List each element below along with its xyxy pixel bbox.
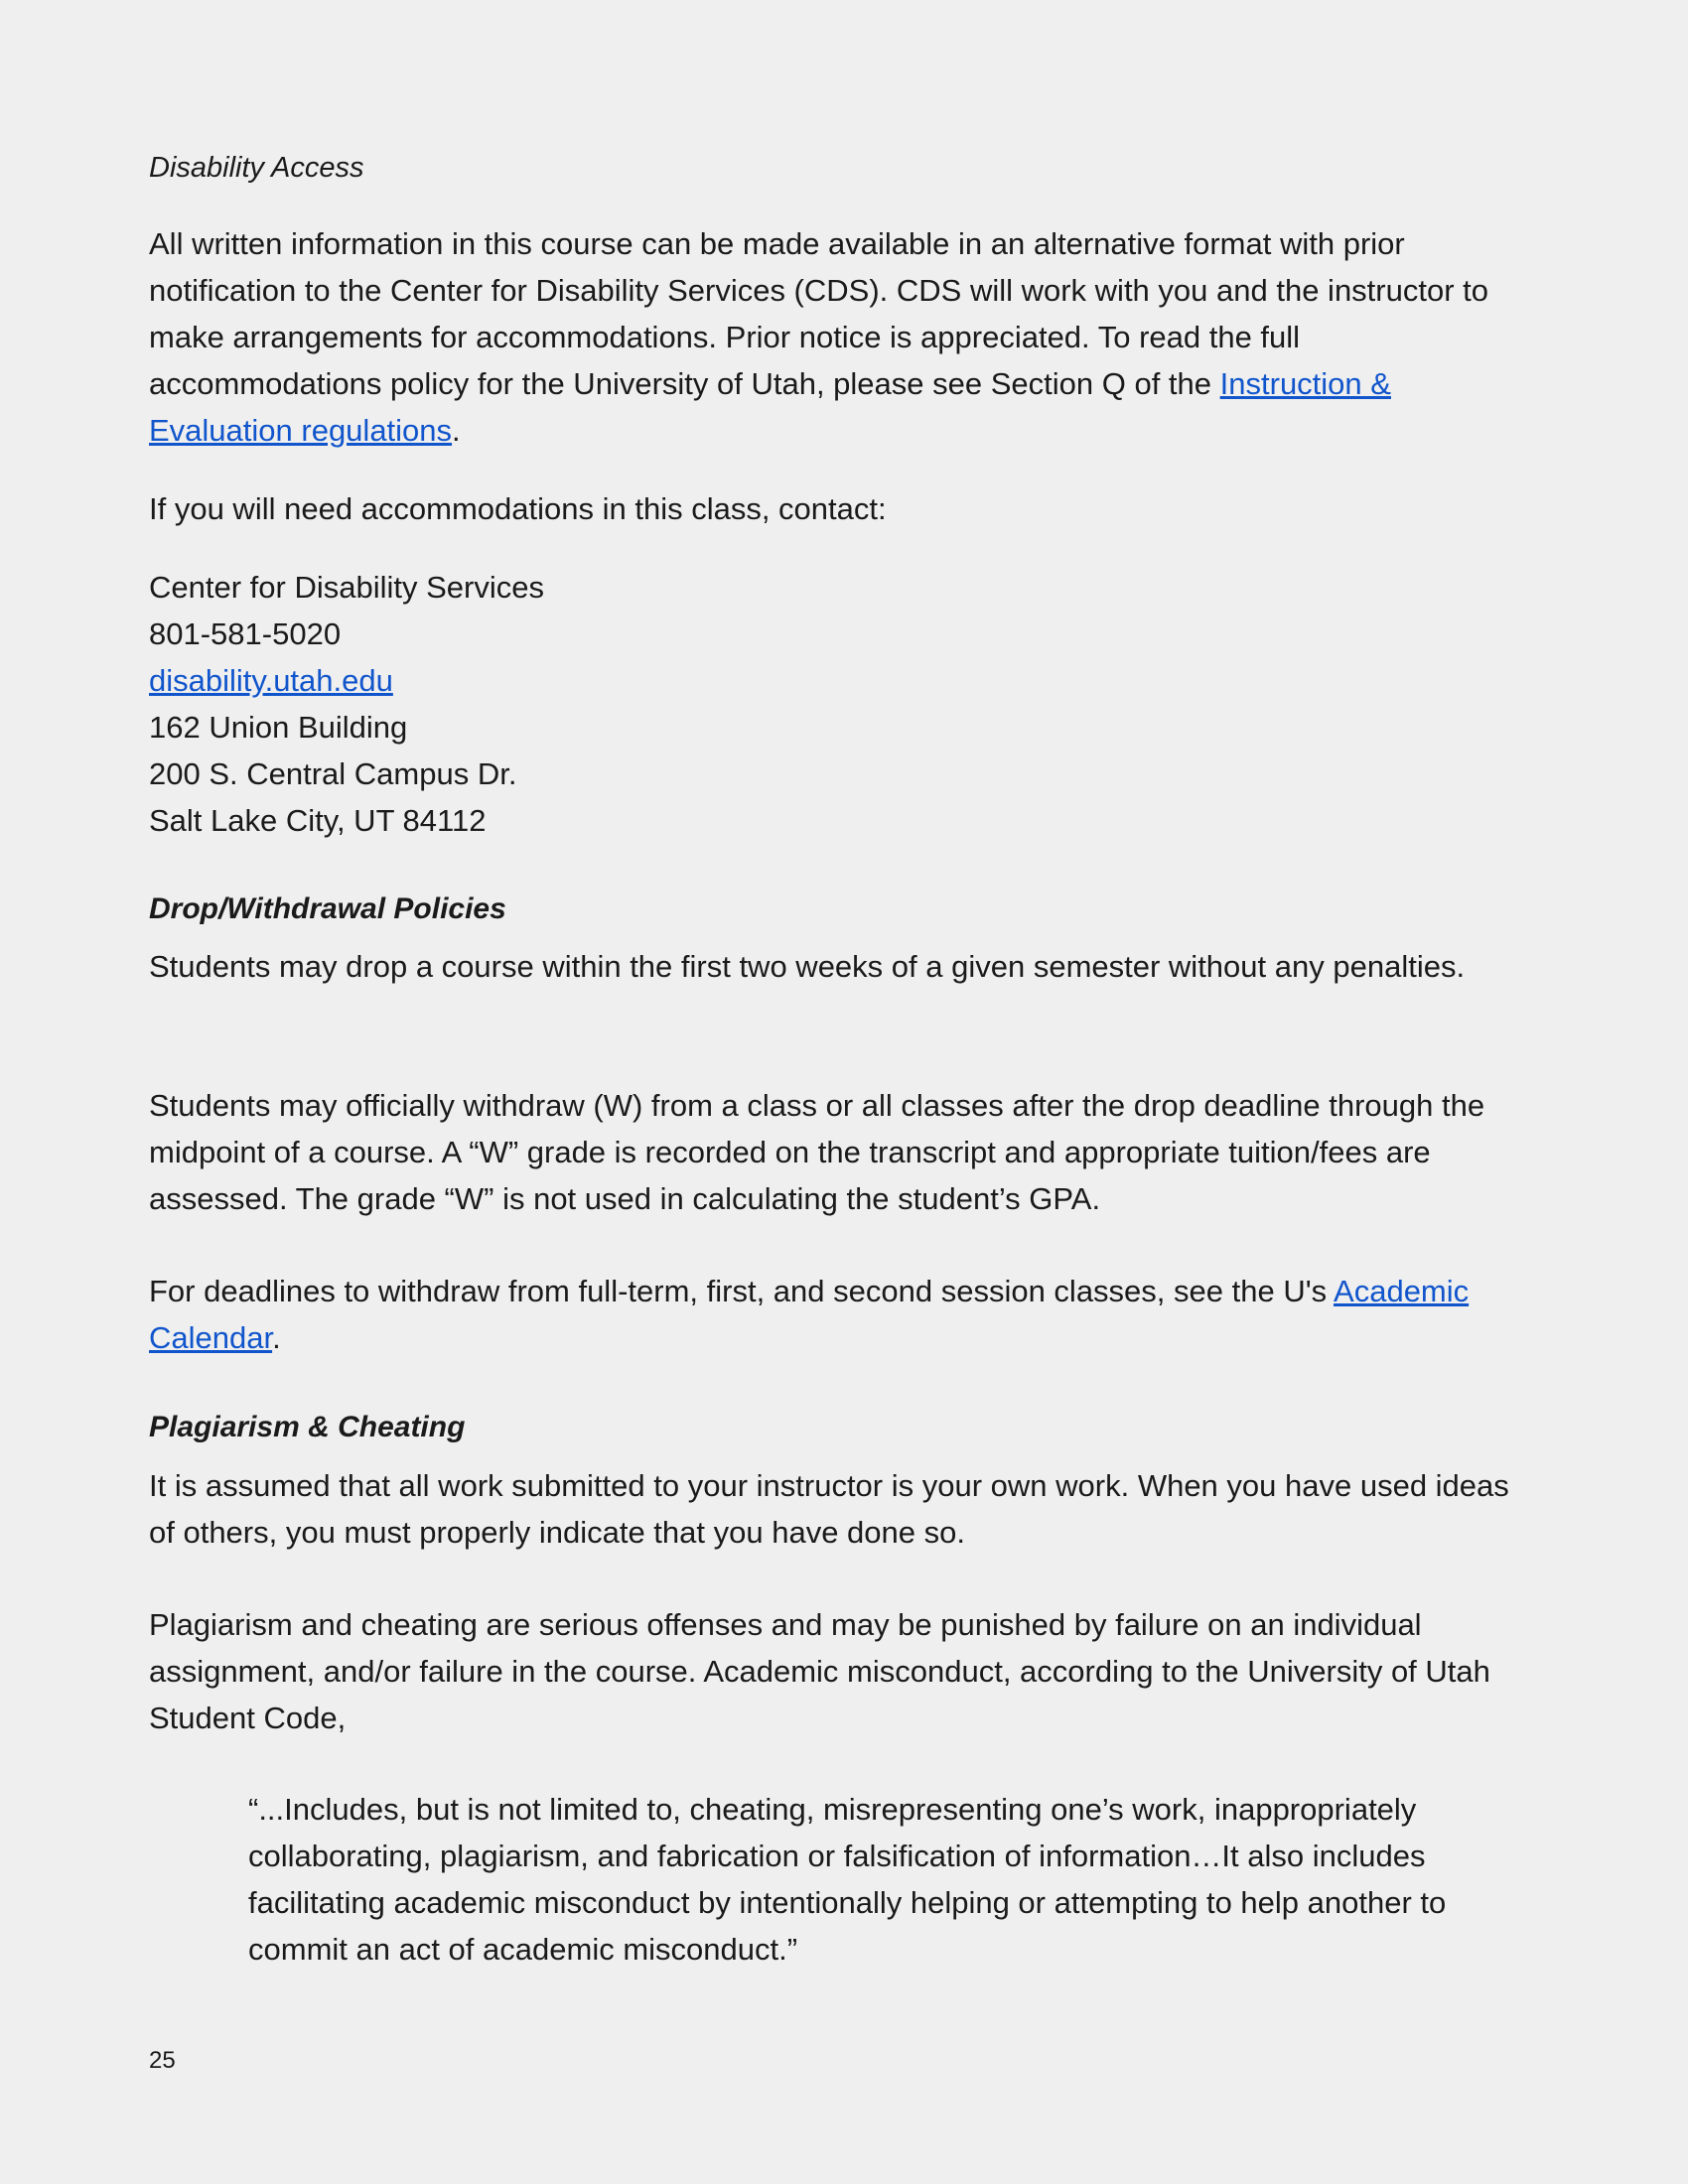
disability-paragraph-text: All written information in this course can be made available in an alternative format with prior notification to the Center for Disability Services (CDS). CDS will work with you and the instructor to make arrangements for accommodations. Prior notice is appreciated. To read the full accommodations policy for the University of Utah, please see Section Q of the: [149, 226, 1488, 401]
contact-phone: 801-581-5020: [149, 616, 342, 651]
contact-city: Salt Lake City, UT 84112: [149, 803, 487, 838]
instruction-evaluation-regulations-link[interactable]: Instruction & Evaluation regulations: [149, 366, 1391, 448]
plagiarism-paragraph-1: It is assumed that all work submitted to your instructor is your own work. When you have used ideas of others, you must properly indicate that you have done so.: [149, 1468, 1509, 1550]
drop-paragraph-3: [149, 1268, 1539, 1361]
student-code-quote: “...Includes, but is not limited to, cheating, misrepresenting one’s work, inappropriately collaborating, plagiarism, and fabrication or falsification of information…It also includes facilitating academic misconduct by intentionally helping or attempting to help another to commit an act of academic misconduct.”: [248, 1792, 1447, 1967]
contact-address-block: [149, 564, 1539, 844]
academic-calendar-link[interactable]: Academic Calendar: [149, 1274, 1470, 1355]
disability-paragraph: [149, 220, 1539, 454]
disability-website-link[interactable]: disability.utah.edu: [149, 663, 393, 698]
disability-paragraph-end: .: [452, 413, 461, 448]
plagiarism-heading: Plagiarism & Cheating: [149, 1411, 466, 1443]
plagiarism-paragraph-2: Plagiarism and cheating are serious offenses and may be punished by failure on an individual assignment, and/or failure in the course. Academic misconduct, according to the University of Utah Student Code,: [149, 1607, 1490, 1735]
contact-building: 162 Union Building: [149, 710, 408, 745]
disability-heading: Disability Access: [149, 152, 364, 184]
drop-paragraph-2: Students may officially withdraw (W) from a class or all classes after the drop deadline through the midpoint of a course. A “W” grade is recorded on the transcript and appropriate tuition/fees are assessed. The grade “W” is not used in calculating the student’s GPA.: [149, 1088, 1485, 1216]
page-number: 25: [149, 2047, 176, 2074]
contact-street: 200 S. Central Campus Dr.: [149, 756, 517, 791]
drop-paragraph-1: Students may drop a course within the first two weeks of a given semester without any penalties.: [149, 949, 1466, 984]
contact-name: Center for Disability Services: [149, 570, 544, 605]
contact-intro: If you will need accommodations in this class, contact:: [149, 491, 887, 526]
drop-withdrawal-heading: Drop/Withdrawal Policies: [149, 892, 506, 925]
drop-paragraph-3-end: .: [272, 1320, 281, 1355]
drop-paragraph-3-text: For deadlines to withdraw from full-term, first, and second session classes, see the U's: [149, 1274, 1335, 1308]
